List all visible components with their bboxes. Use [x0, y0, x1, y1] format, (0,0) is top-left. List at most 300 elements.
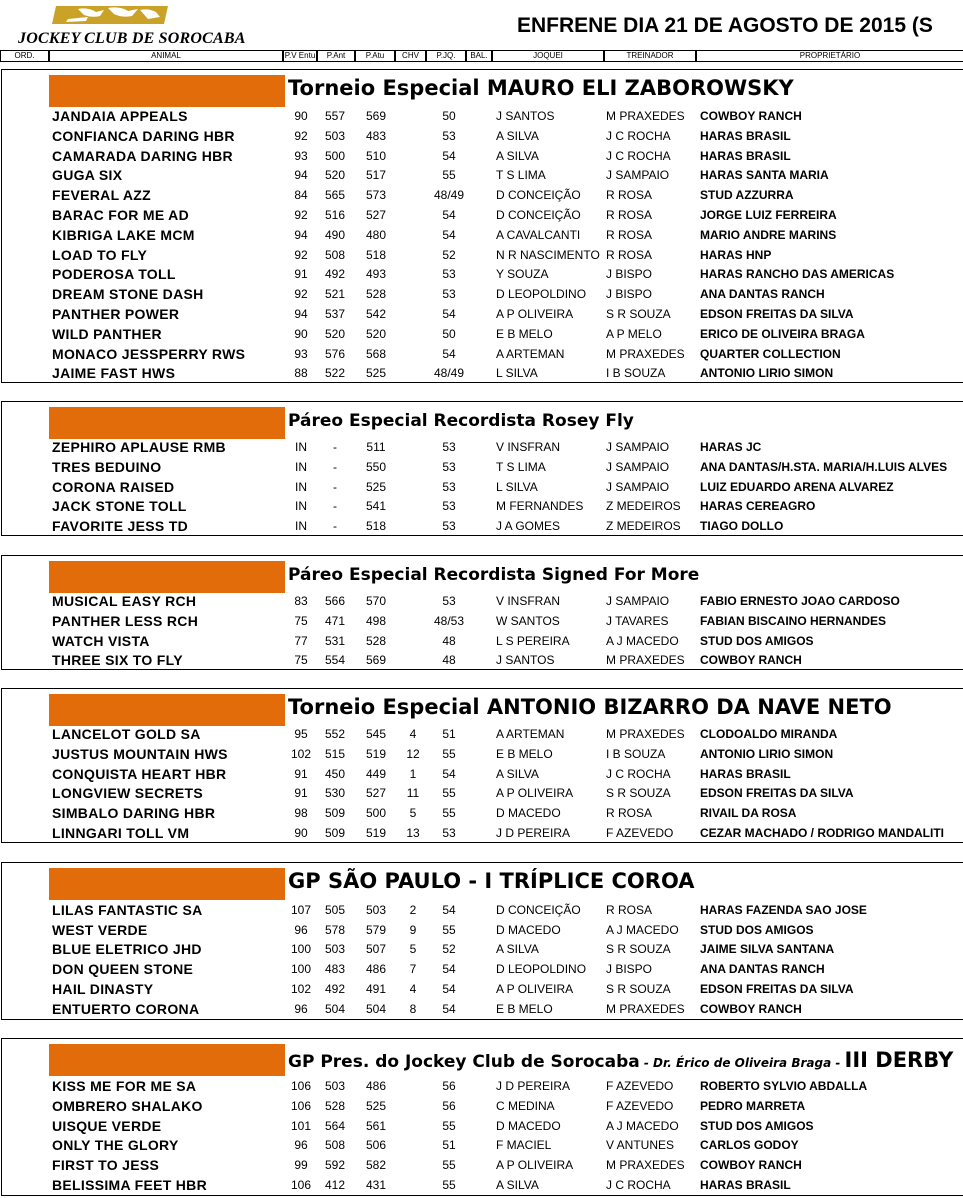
- entry-p-ant: 503: [324, 942, 346, 957]
- entry-joquei: A SILVA: [496, 148, 539, 163]
- entry-row: [2, 285, 963, 304]
- entry-proprietario: QUARTER COLLECTION: [700, 346, 841, 361]
- entry-p-ventu: 106: [290, 1098, 312, 1113]
- entry-proprietario: STUD DOS AMIGOS: [700, 1118, 814, 1133]
- entry-treinador: Z MEDEIROS: [606, 499, 681, 514]
- entry-animal: DON QUEEN STONE: [52, 961, 194, 978]
- entry-p-jq: 53: [442, 440, 456, 454]
- entry-treinador: M PRAXEDES: [606, 346, 685, 361]
- entry-animal: CONQUISTA HEART HBR: [52, 765, 227, 782]
- entry-proprietario: HARAS HNP: [700, 247, 772, 262]
- entry-p-atu: 519: [365, 826, 387, 840]
- entry-row: [2, 632, 963, 651]
- entry-animal: BLUE ELETRICO JHD: [52, 941, 202, 958]
- entry-row: [2, 166, 963, 185]
- entry-animal: LONGVIEW SECRETS: [52, 785, 204, 802]
- entry-p-atu: 518: [365, 247, 387, 262]
- race-title: [288, 411, 634, 431]
- entry-proprietario: COWBOY RANCH: [700, 1001, 802, 1016]
- entry-joquei: D MACEDO: [496, 806, 561, 821]
- entry-p-atu: 525: [365, 366, 387, 381]
- race-title: [288, 695, 892, 719]
- entry-p-ant: -: [333, 519, 337, 534]
- entry-p-jq: 53: [442, 826, 456, 840]
- entry-p-ant: 520: [324, 326, 346, 341]
- entry-p-jq: 54: [442, 346, 456, 361]
- entry-proprietario: EDSON FREITAS DA SILVA: [700, 307, 854, 321]
- entry-joquei: A SILVA: [496, 128, 539, 143]
- entry-animal: DREAM STONE DASH: [52, 286, 204, 303]
- entry-p-jq: 48/49: [433, 188, 465, 203]
- entry-treinador: J SAMPAIO: [606, 168, 670, 183]
- entry-p-jq: 48: [442, 653, 456, 668]
- entry-proprietario: PEDRO MARRETA: [700, 1098, 806, 1113]
- entry-animal: GUGA SIX: [52, 167, 123, 184]
- entry-joquei: E B MELO: [496, 326, 553, 341]
- entry-row: [2, 824, 963, 843]
- entry-p-ventu: 91: [294, 267, 308, 282]
- race-block: [1, 688, 963, 843]
- horses-logo-icon: [8, 4, 228, 30]
- entry-joquei: A ARTEMAN: [496, 346, 565, 361]
- entry-p-ant: 557: [324, 109, 346, 123]
- entry-row: [2, 745, 963, 764]
- entry-row: [2, 901, 963, 920]
- entry-animal: CORONA RAISED: [52, 478, 175, 495]
- entry-p-ventu: 96: [294, 922, 308, 937]
- entry-animal: LINNGARI TOLL VM: [52, 825, 190, 841]
- entry-joquei: A ARTEMAN: [496, 727, 565, 741]
- entry-joquei: A P OLIVEIRA: [496, 981, 574, 996]
- entry-animal: ZEPHIRO APLAUSE RMB: [52, 439, 226, 455]
- entry-p-jq: 50: [442, 109, 456, 123]
- entry-row: [2, 651, 963, 670]
- entry-p-jq: 52: [442, 247, 456, 262]
- entry-proprietario: ANA DANTAS RANCH: [700, 962, 825, 977]
- entry-joquei: T S LIMA: [496, 459, 546, 474]
- col-animal: ANIMAL: [49, 50, 283, 62]
- entry-animal: MONACO JESSPERRY RWS: [52, 345, 246, 362]
- entry-p-atu: 500: [365, 806, 387, 821]
- entry-joquei: A SILVA: [496, 942, 539, 957]
- entry-chv: 2: [409, 903, 417, 917]
- entry-p-ventu: IN: [295, 440, 307, 454]
- entry-proprietario: HARAS CEREAGRO: [700, 499, 816, 514]
- race-orange-bar: [49, 75, 285, 107]
- entry-joquei: J D PEREIRA: [496, 1079, 571, 1093]
- entry-joquei: D MACEDO: [496, 1118, 561, 1133]
- entry-joquei: V INSFRAN: [496, 440, 561, 454]
- entry-row: [2, 1156, 963, 1175]
- entry-animal: FAVORITE JESS TD: [52, 518, 189, 535]
- entry-proprietario: ANA DANTAS RANCH: [700, 287, 825, 302]
- entry-p-atu: 527: [365, 786, 387, 801]
- entry-animal: FEVERAL AZZ: [52, 187, 151, 204]
- entry-p-ant: 554: [324, 653, 346, 668]
- entry-p-ant: 531: [324, 633, 346, 648]
- entry-p-atu: 517: [365, 168, 387, 183]
- col-p-ventu: P.V Entu: [284, 51, 316, 60]
- entry-p-ventu: 100: [290, 962, 312, 977]
- entry-p-ant: 492: [324, 267, 346, 282]
- entry-animal: WATCH VISTA: [52, 632, 150, 649]
- entry-p-atu: 431: [365, 1178, 387, 1192]
- race-title: [288, 869, 695, 893]
- entry-treinador: R ROSA: [606, 903, 653, 917]
- entry-treinador: I B SOUZA: [606, 366, 666, 381]
- entry-p-jq: 53: [442, 479, 456, 494]
- entry-joquei: L S PEREIRA: [496, 633, 570, 648]
- entry-treinador: M PRAXEDES: [606, 653, 685, 668]
- entry-p-ventu: IN: [295, 479, 307, 494]
- entry-p-atu: 569: [365, 109, 387, 123]
- entry-p-ant: 566: [324, 594, 346, 608]
- entry-p-jq: 55: [442, 786, 456, 801]
- entry-p-atu: 511: [366, 440, 386, 454]
- entry-animal: PANTHER POWER: [52, 306, 180, 322]
- entry-p-ventu: 83: [294, 594, 308, 608]
- entry-animal: KIBRIGA LAKE MCM: [52, 226, 195, 243]
- entry-p-ventu: 84: [294, 188, 308, 203]
- entry-treinador: J SAMPAIO: [606, 459, 670, 474]
- entry-proprietario: FABIAN BISCAINO HERNANDES: [700, 613, 887, 628]
- entry-proprietario: ANTONIO LIRIO SIMON: [700, 746, 834, 761]
- entry-p-ant: 530: [324, 786, 346, 801]
- entry-animal: PANTHER LESS RCH: [52, 612, 199, 629]
- entry-p-ventu: IN: [295, 499, 307, 514]
- entry-treinador: V ANTUNES: [606, 1138, 675, 1153]
- entry-p-atu: 504: [365, 1001, 387, 1016]
- entry-p-ant: 509: [324, 806, 346, 821]
- entry-p-atu: 527: [365, 208, 387, 222]
- entry-p-atu: 518: [365, 519, 387, 534]
- entry-chv: 5: [409, 942, 417, 957]
- entry-treinador: F AZEVEDO: [606, 1098, 674, 1113]
- entry-row: [2, 1077, 963, 1096]
- entry-p-atu: 498: [365, 613, 387, 628]
- entry-p-atu: 542: [365, 307, 387, 321]
- entry-chv: 7: [409, 962, 417, 977]
- entry-joquei: F MACIEL: [496, 1138, 552, 1153]
- entry-p-ant: 471: [324, 613, 346, 628]
- entry-proprietario: HARAS SANTA MARIA: [700, 168, 829, 183]
- entry-p-jq: 54: [442, 903, 456, 917]
- entry-p-jq: 53: [442, 267, 456, 282]
- entry-p-ventu: 100: [290, 942, 312, 957]
- entry-row: [2, 980, 963, 999]
- race-orange-bar: [49, 407, 285, 439]
- entry-p-ventu: 92: [294, 128, 308, 143]
- entry-chv: 5: [409, 806, 417, 821]
- entry-treinador: S R SOUZA: [606, 307, 671, 321]
- entry-row: [2, 517, 963, 536]
- entry-animal: MUSICAL EASY RCH: [52, 593, 197, 609]
- entry-proprietario: JORGE LUIZ FERREIRA: [700, 208, 837, 222]
- entry-animal: CAMARADA DARING HBR: [52, 147, 233, 164]
- entry-joquei: D CONCEIÇÃO: [496, 208, 581, 222]
- entry-p-jq: 53: [442, 499, 456, 514]
- entry-p-atu: 525: [365, 1098, 387, 1113]
- race-title: [288, 76, 794, 100]
- entry-treinador: F AZEVEDO: [606, 1079, 674, 1093]
- entry-p-atu: 503: [365, 903, 387, 917]
- entry-animal: ONLY THE GLORY: [52, 1137, 179, 1154]
- race-orange-bar: [49, 561, 285, 593]
- entry-animal: BARAC FOR ME AD: [52, 207, 189, 223]
- entry-p-ventu: 91: [294, 766, 308, 781]
- entry-p-jq: 56: [442, 1079, 456, 1093]
- entry-animal: OMBRERO SHALAKO: [52, 1097, 203, 1114]
- entry-p-ventu: 90: [294, 826, 308, 840]
- entry-p-ant: -: [333, 479, 337, 494]
- entry-treinador: J BISPO: [606, 287, 653, 302]
- entry-proprietario: ROBERTO SYLVIO ABDALLA: [700, 1079, 868, 1093]
- entry-p-ant: 450: [324, 766, 346, 781]
- entry-treinador: J SAMPAIO: [606, 440, 670, 454]
- entry-p-ant: 592: [324, 1158, 346, 1173]
- entry-treinador: S R SOUZA: [606, 981, 671, 996]
- entry-p-jq: 48/53: [433, 613, 465, 628]
- entry-chv: 8: [409, 1001, 417, 1016]
- entry-p-atu: 486: [365, 1079, 387, 1093]
- entry-treinador: S R SOUZA: [606, 786, 671, 801]
- entry-p-jq: 55: [442, 922, 456, 937]
- entry-p-ant: 504: [324, 1001, 346, 1016]
- entry-animal: JUSTUS MOUNTAIN HWS: [52, 745, 228, 762]
- entry-p-ventu: 92: [294, 287, 308, 302]
- entry-row: [2, 921, 963, 940]
- entry-joquei: A SILVA: [496, 766, 539, 781]
- entry-animal: JANDAIA APPEALS: [52, 108, 188, 124]
- entry-p-ant: 483: [324, 962, 346, 977]
- entry-p-jq: 50: [442, 326, 456, 341]
- entry-p-atu: 573: [365, 188, 387, 203]
- document-title: ENFRENE DIA 21 DE AGOSTO DE 2015 (S: [517, 14, 933, 37]
- entry-proprietario: COWBOY RANCH: [700, 109, 802, 123]
- entry-row: [2, 265, 963, 284]
- entry-joquei: V INSFRAN: [496, 594, 561, 608]
- entry-joquei: N R NASCIMENTO: [496, 247, 600, 262]
- entry-animal: ENTUERTO CORONA: [52, 1000, 200, 1017]
- entry-animal: WILD PANTHER: [52, 325, 162, 342]
- entry-proprietario: ANTONIO LIRIO SIMON: [700, 366, 834, 381]
- entry-chv: 12: [406, 746, 420, 761]
- entry-proprietario: EDSON FREITAS DA SILVA: [700, 981, 854, 996]
- entry-p-jq: 55: [442, 1118, 456, 1133]
- entry-p-jq: 54: [442, 962, 456, 977]
- entry-p-ant: 522: [324, 366, 346, 381]
- entry-animal: LANCELOT GOLD SA: [52, 726, 201, 742]
- entry-treinador: A J MACEDO: [606, 633, 679, 648]
- entry-proprietario: CLODOALDO MIRANDA: [700, 727, 838, 741]
- race-block: [1, 862, 963, 1020]
- entry-treinador: J C ROCHA: [606, 148, 671, 163]
- entry-treinador: J SAMPAIO: [606, 594, 670, 608]
- col-bal: BAL.: [466, 50, 492, 62]
- entry-p-atu: 519: [365, 746, 387, 761]
- entry-p-ant: 412: [324, 1178, 346, 1192]
- entry-p-jq: 55: [442, 1178, 456, 1192]
- entry-proprietario: FABIO ERNESTO JOAO CARDOSO: [700, 594, 900, 608]
- entry-proprietario: TIAGO DOLLO: [700, 519, 784, 534]
- entry-p-atu: 506: [365, 1138, 387, 1153]
- race-orange-bar: [49, 868, 285, 900]
- entry-proprietario: MARIO ANDRE MARINS: [700, 227, 837, 242]
- entry-p-jq: 54: [442, 148, 456, 163]
- entry-proprietario: EDSON FREITAS DA SILVA: [700, 786, 854, 801]
- entry-row: [2, 725, 963, 744]
- entry-row: [2, 206, 963, 225]
- entry-animal: JAIME FAST HWS: [52, 365, 176, 382]
- entry-animal: SIMBALO DARING HBR: [52, 805, 216, 822]
- entry-joquei: M FERNANDES: [496, 499, 584, 514]
- entry-row: [2, 940, 963, 959]
- entry-p-ventu: 106: [290, 1178, 312, 1192]
- entry-p-jq: 53: [442, 594, 456, 608]
- entry-chv: 11: [406, 786, 420, 801]
- entry-p-atu: 561: [365, 1118, 387, 1133]
- entry-row: [2, 127, 963, 146]
- entry-p-ventu: 93: [294, 346, 308, 361]
- entry-proprietario: CARLOS GODOY: [700, 1138, 799, 1153]
- entry-joquei: D LEOPOLDINO: [496, 287, 587, 302]
- entry-p-jq: 55: [442, 1158, 456, 1173]
- entry-animal: CONFIANCA DARING HBR: [52, 127, 235, 144]
- col-p-atu: P.Atu: [355, 50, 395, 62]
- entry-joquei: W SANTOS: [496, 613, 560, 628]
- entry-chv: 4: [409, 981, 417, 996]
- entry-treinador: J SAMPAIO: [606, 479, 670, 494]
- entry-p-jq: 51: [442, 727, 456, 741]
- entry-row: [2, 305, 963, 324]
- entry-treinador: A J MACEDO: [606, 922, 679, 937]
- entry-joquei: A P OLIVEIRA: [496, 786, 574, 801]
- entry-joquei: C MEDINA: [496, 1098, 555, 1113]
- entry-p-ant: 492: [324, 981, 346, 996]
- entry-proprietario: HARAS RANCHO DAS AMERICAS: [700, 267, 895, 282]
- entry-p-atu: 528: [365, 633, 387, 648]
- race-title-main: Páreo Especial Recordista Signed For More: [288, 565, 700, 585]
- entry-row: [2, 960, 963, 979]
- entry-animal: FIRST TO JESS: [52, 1157, 160, 1174]
- entry-p-atu: 528: [365, 287, 387, 302]
- entry-animal: BELISSIMA FEET HBR: [52, 1177, 207, 1193]
- entry-treinador: M PRAXEDES: [606, 109, 685, 123]
- entry-joquei: A P OLIVEIRA: [496, 1158, 574, 1173]
- entry-proprietario: STUD AZZURRA: [700, 188, 794, 203]
- entry-treinador: S R SOUZA: [606, 942, 671, 957]
- entry-animal: THREE SIX TO FLY: [52, 652, 183, 669]
- entry-p-jq: 51: [442, 1138, 456, 1153]
- entry-treinador: J BISPO: [606, 962, 653, 977]
- entry-treinador: J C ROCHA: [606, 1178, 671, 1192]
- entry-p-ant: 520: [324, 168, 346, 183]
- entry-p-ant: 564: [324, 1118, 346, 1133]
- entry-p-ventu: 96: [294, 1001, 308, 1016]
- col-treinador: TREINADOR: [604, 50, 696, 62]
- entry-joquei: E B MELO: [496, 1001, 553, 1016]
- entry-joquei: E B MELO: [496, 746, 553, 761]
- entry-proprietario: ANA DANTAS/H.STA. MARIA/H.LUIS ALVES: [700, 459, 948, 474]
- entry-joquei: J SANTOS: [496, 109, 555, 123]
- entry-joquei: A SILVA: [496, 1178, 539, 1192]
- col-joquei: JOQUEI: [492, 50, 604, 62]
- entry-joquei: D CONCEIÇÃO: [496, 903, 581, 917]
- column-header-row: [0, 50, 963, 62]
- race-title: [288, 565, 699, 585]
- entry-p-ventu: IN: [295, 459, 307, 474]
- entry-chv: 13: [406, 826, 420, 840]
- entry-treinador: Z MEDEIROS: [606, 519, 681, 534]
- entry-row: [2, 325, 963, 344]
- entry-p-ventu: 93: [294, 148, 308, 163]
- entry-joquei: A CAVALCANTI: [496, 227, 581, 242]
- entry-treinador: F AZEVEDO: [606, 826, 674, 840]
- col-ord: ORD.: [0, 50, 49, 62]
- entry-row: [2, 592, 963, 611]
- entry-joquei: L SILVA: [496, 366, 538, 381]
- entry-treinador: J C ROCHA: [606, 128, 671, 143]
- entry-proprietario: STUD DOS AMIGOS: [700, 633, 814, 648]
- entry-p-ant: 509: [324, 826, 346, 840]
- entry-treinador: M PRAXEDES: [606, 727, 685, 741]
- entry-p-ventu: 75: [294, 653, 308, 668]
- entry-p-ant: 503: [324, 128, 346, 143]
- race-title-sub: - Dr. Érico de Oliveira Braga -: [639, 1056, 845, 1070]
- entry-p-atu: 525: [365, 479, 387, 494]
- entry-proprietario: JAIME SILVA SANTANA: [700, 942, 835, 957]
- entry-row: [2, 497, 963, 516]
- entry-p-jq: 53: [442, 287, 456, 302]
- entry-p-ant: 552: [324, 727, 346, 741]
- entry-p-ant: 503: [324, 1079, 346, 1093]
- entry-p-atu: 545: [365, 727, 387, 741]
- entry-proprietario: RIVAIL DA ROSA: [700, 806, 797, 821]
- entry-p-ventu: 88: [294, 366, 308, 381]
- entry-p-atu: 568: [365, 346, 387, 361]
- entry-p-atu: 493: [365, 267, 387, 282]
- race-block: [1, 1038, 963, 1196]
- entry-treinador: A J MACEDO: [606, 1118, 679, 1133]
- entry-joquei: D LEOPOLDINO: [496, 962, 587, 977]
- col-p-jq: P.JQ.: [426, 50, 466, 62]
- entry-p-ventu: 96: [294, 1138, 308, 1153]
- entry-p-jq: 54: [442, 1001, 456, 1016]
- entry-p-ant: 576: [324, 346, 346, 361]
- jockey-club-logo: [8, 4, 246, 47]
- entry-proprietario: COWBOY RANCH: [700, 653, 802, 668]
- entry-p-ventu: 94: [294, 168, 308, 183]
- entry-joquei: T S LIMA: [496, 168, 546, 183]
- race-title-end: III DERBY: [844, 1048, 954, 1072]
- entry-p-jq: 48: [442, 633, 456, 648]
- entry-animal: LILAS FANTASTIC SA: [52, 902, 203, 918]
- entry-row: [2, 186, 963, 205]
- entry-p-ant: -: [333, 459, 337, 474]
- entry-p-ant: 528: [324, 1098, 346, 1113]
- entry-p-atu: 486: [365, 962, 387, 977]
- entry-p-ventu: 92: [294, 247, 308, 262]
- entry-p-atu: 541: [365, 499, 387, 514]
- entry-joquei: D MACEDO: [496, 922, 561, 937]
- entry-animal: JACK STONE TOLL: [52, 498, 187, 515]
- entry-p-jq: 54: [442, 307, 456, 321]
- entry-row: [2, 804, 963, 823]
- entry-p-jq: 55: [442, 806, 456, 821]
- race-orange-bar: [49, 694, 285, 726]
- entry-p-jq: 54: [442, 981, 456, 996]
- entry-p-jq: 56: [442, 1098, 456, 1113]
